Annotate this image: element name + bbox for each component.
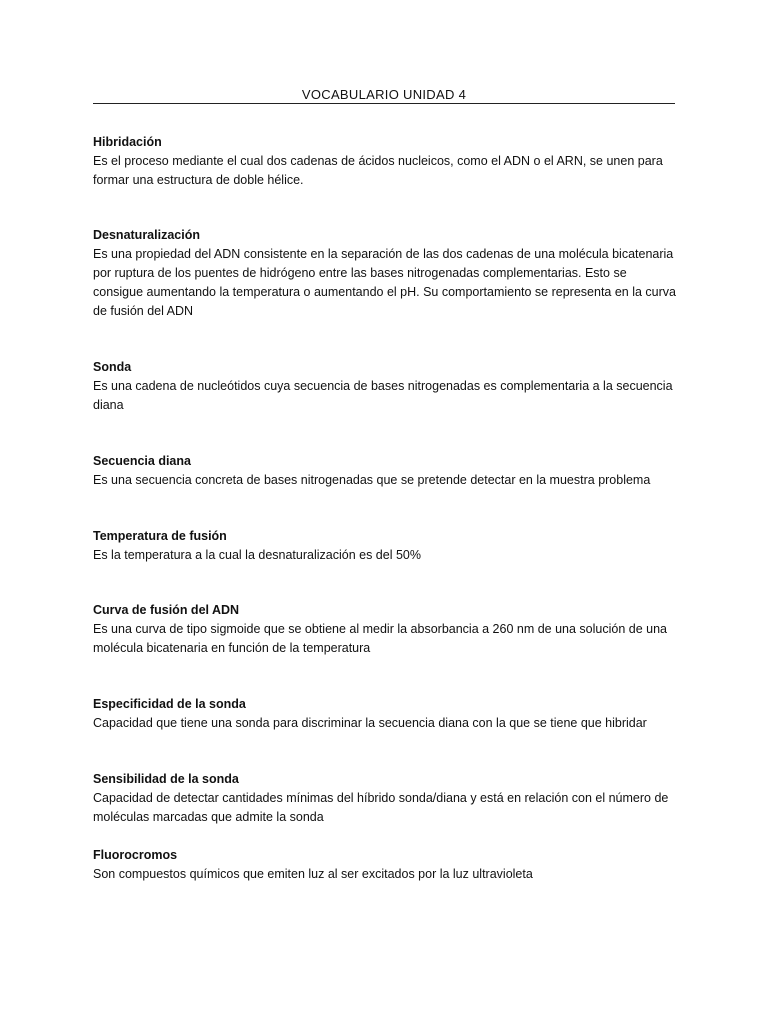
entry-definition: Es la temperatura a la cual la desnaturalización es del 50% bbox=[93, 548, 421, 562]
entry-curva-de-fusion bbox=[93, 601, 678, 658]
entry-secuencia-diana bbox=[93, 452, 678, 490]
entry-term: Sonda bbox=[93, 360, 132, 374]
entry-term: Curva de fusión del ADN bbox=[93, 603, 240, 617]
entry-fluorocromos bbox=[93, 846, 678, 884]
entry-hibridacion bbox=[93, 133, 678, 190]
entry-definition: Es una propiedad del ADN consistente en la separación de las dos cadenas de una molécula bicatenaria por ruptura de los puentes de hidrógeno entre las bases nitrogenadas complementarias. Esto se consigue aumentando la temperatura o aumentando el pH. Su comportamiento se representa en la curva de fusión del ADN bbox=[93, 247, 676, 318]
entry-definition: Son compuestos químicos que emiten luz al ser excitados por la luz ultravioleta bbox=[93, 867, 533, 881]
entry-term: Sensibilidad de la sonda bbox=[93, 772, 239, 786]
document-title: VOCABULARIO UNIDAD 4 bbox=[301, 87, 467, 102]
entry-sonda bbox=[93, 358, 678, 415]
entry-definition: Capacidad de detectar cantidades mínimas del híbrido sonda/diana y está en relación con el número de moléculas marcadas que admite la sonda bbox=[93, 791, 669, 824]
entry-definition: Es una curva de tipo sigmoide que se obtiene al medir la absorbancia a 260 nm de una solución de una molécula bicatenaria en función de la temperatura bbox=[93, 622, 667, 655]
entry-temperatura-de-fusion bbox=[93, 527, 678, 565]
entry-term: Secuencia diana bbox=[93, 454, 191, 468]
entry-definition: Es el proceso mediante el cual dos cadenas de ácidos nucleicos, como el ADN o el ARN, se unen para formar una estructura de doble hélice. bbox=[93, 154, 663, 187]
entry-definition: Es una cadena de nucleótidos cuya secuencia de bases nitrogenadas es complementaria a la secuencia diana bbox=[93, 379, 673, 412]
entry-term: Temperatura de fusión bbox=[93, 529, 227, 543]
entry-term: Fluorocromos bbox=[93, 848, 178, 862]
entry-definition: Capacidad que tiene una sonda para discriminar la secuencia diana con la que se tiene que hibridar bbox=[93, 716, 647, 730]
title-underline bbox=[93, 103, 675, 104]
entry-desnaturalizacion bbox=[93, 226, 678, 321]
entry-term: Desnaturalización bbox=[93, 228, 200, 242]
entry-sensibilidad-de-la-sonda bbox=[93, 770, 678, 827]
entry-especificidad-de-la-sonda bbox=[93, 695, 678, 733]
entry-term: Especificidad de la sonda bbox=[93, 697, 246, 711]
entry-term: Hibridación bbox=[93, 135, 162, 149]
entry-definition: Es una secuencia concreta de bases nitrogenadas que se pretende detectar en la muestra problema bbox=[93, 473, 651, 487]
